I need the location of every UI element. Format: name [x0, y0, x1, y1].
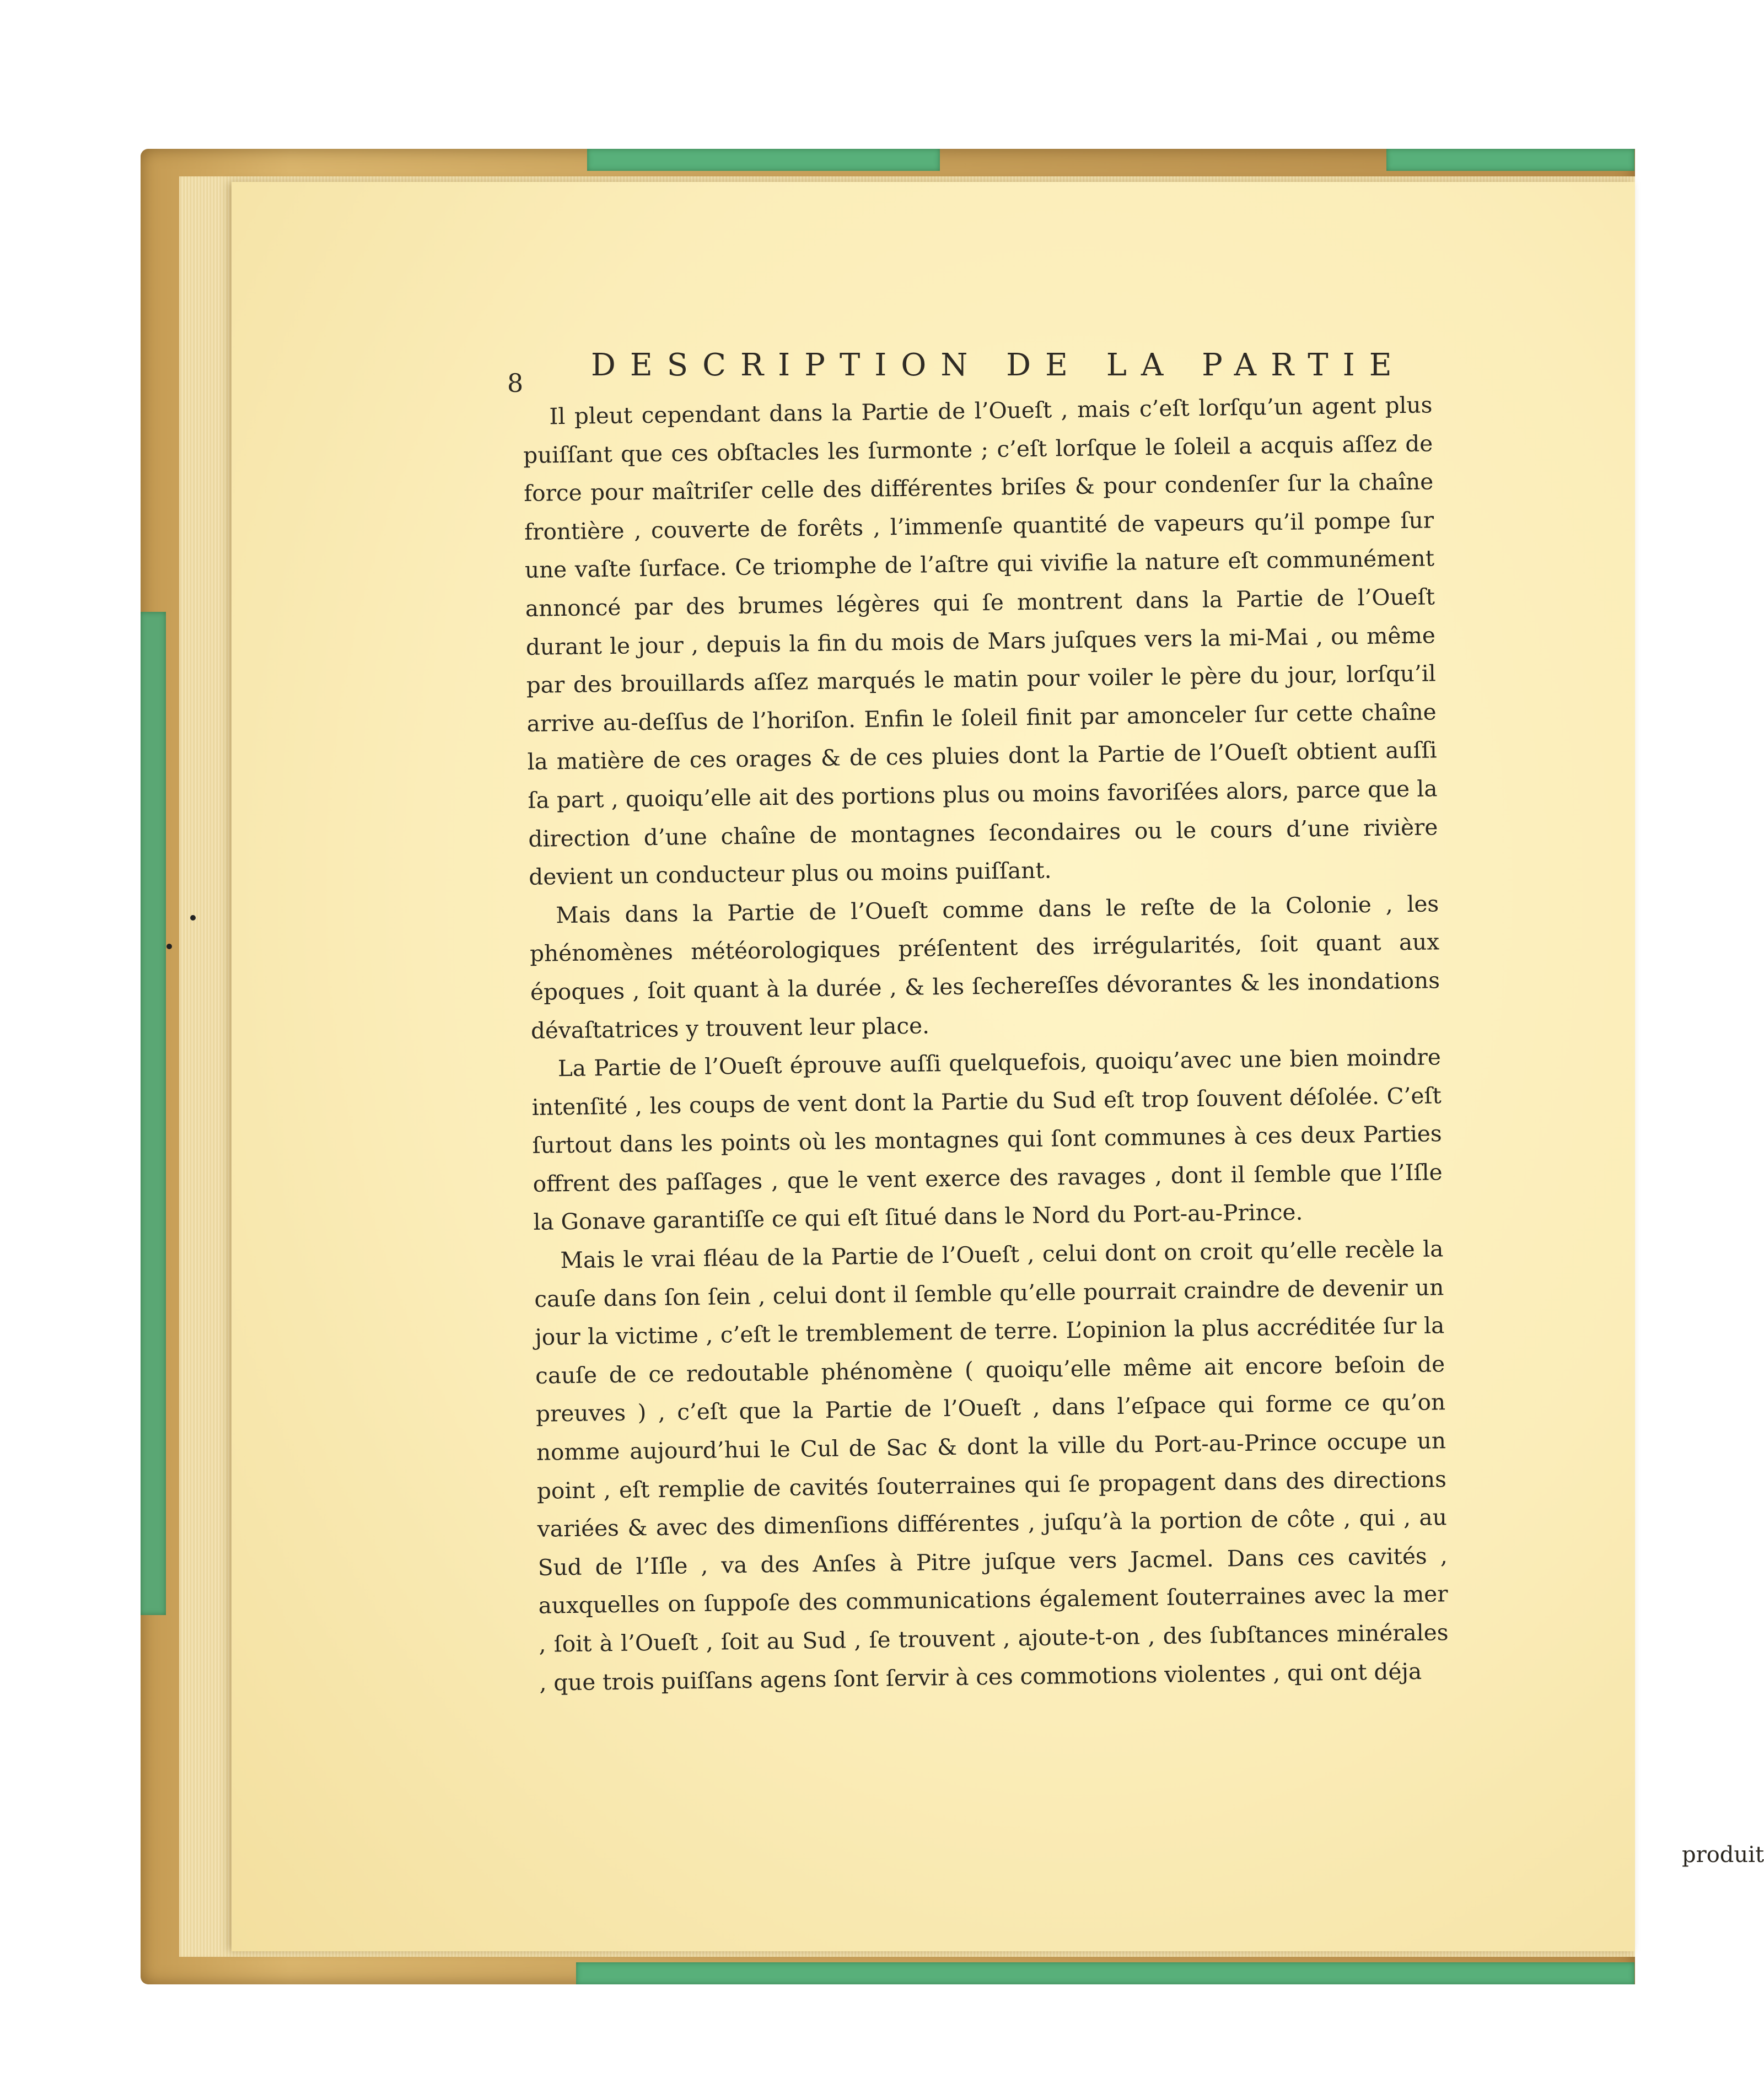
cover-green-edge-bottom — [576, 1962, 1634, 1984]
paragraph: La Partie de l’Oueſt éprouve auſſi quelquefois, quoiqu’avec une bien moindre intenſité , les coups de vent dont la Partie du Sud eſt trop ſouvent déſolée. C’eſt ſurtout dans les points où les montagnes qui ſont communes à ces deux Parties offrent des paſſages , que le vent exerce des ravages , dont il ſemble que l’Iſle la Gonave garantiſſe ce qui eſt ſitué dans le Nord du Port-au-Prince. — [531, 1043, 1443, 1236]
binding-hole — [166, 944, 172, 949]
paragraph: Il pleut cependant dans la Partie de l’Oueſt , mais c’eſt lorſqu’un agent plus puiſſant que ces obſtacles les ſurmonte ; c’eſt lorſque le ſoleil a acquis aſſez de force pour maîtriſer celle des différentes briſes & pour condenſer ſur la chaîne frontière , couverte de forêts , l’immenſe quantité de vapeurs qu’il pompe ſur une vaſte ſurface. Ce triomphe de l’aſtre qui vivifie la nature eſt communément annoncé par des brumes légères qui ſe montrent dans la Partie de l’Oueſt durant le jour , depuis la fin du mois de Mars juſques vers la mi-Mai , ou même par des brouillards aſſez marqués le matin pour voiler le père du jour, lorſqu’il arrive au-deſſus de l’horiſon. Enfin le ſoleil finit par amonceler ſur cette chaîne la matière de ces orages & de ces pluies dont la Partie de l’Oueſt obtient auſſi ſa part , quoiqu’elle ait des portions plus ou moins favoriſées alors, parce que la direction d’une chaîne de montagnes ſecondaires ou le cours d’une rivière devient un conducteur plus ou moins puiſſant. — [523, 391, 1438, 891]
cover-green-edge-left — [141, 612, 166, 1615]
paragraph: Mais le vrai fléau de la Partie de l’Oueſt , celui dont on croit qu’elle recèle la cauſe dans ſon ſein , celui dont il ſemble qu’elle pourrait craindre de devenir un jour la victime , c’eſt le tremblement de terre. L’opinion la plus accréditée ſur la cauſe de ce redoutable phénomène ( quoiqu’elle même ait encore beſoin de preuves ) , c’eſt que la Partie de l’Oueſt , dans l’eſpace qui forme ce qu’on nomme aujourd’hui le Cul de Sac & dont la ville du Port-au-Prince occupe un point , eſt remplie de cavités ſouterraines qui ſe propagent dans des directions variées & avec des dimenſions différentes , juſqu’à la portion de côte , qui , au Sud de l’Iſle , va des Anſes à Pitre juſque vers Jacmel. Dans ces cavités , auxquelles on ſuppoſe des communications également ſouterraines avec la mer , ſoit à l’Oueſt , ſoit au Sud , ſe trouvent , ajoute-t-on , des ſubſtances minérales , que trois puiſſans agens ſont ſervir à ces commotions violentes , qui ont déja — [534, 1235, 1449, 1696]
paragraph: Mais dans la Partie de l’Oueſt comme dans le reſte de la Colonie , les phénomènes météorologiques préſentent des irrégularités, ſoit quant aux époques , ſoit quant à la durée , & les ſechereſſes dévorantes & les inondations dévaſtatrices y trouvent leur place. — [529, 890, 1440, 1044]
book-page — [232, 182, 1764, 1951]
cover-green-edge-top-right — [1386, 149, 1634, 171]
binding-hole — [190, 915, 196, 921]
catchword: produit — [1682, 1842, 1764, 1868]
running-title: DESCRIPTION DE LA PARTIE — [591, 347, 1406, 383]
body-text — [523, 386, 1449, 1702]
cover-green-edge-top — [587, 149, 940, 171]
page-number: 8 — [507, 368, 524, 398]
